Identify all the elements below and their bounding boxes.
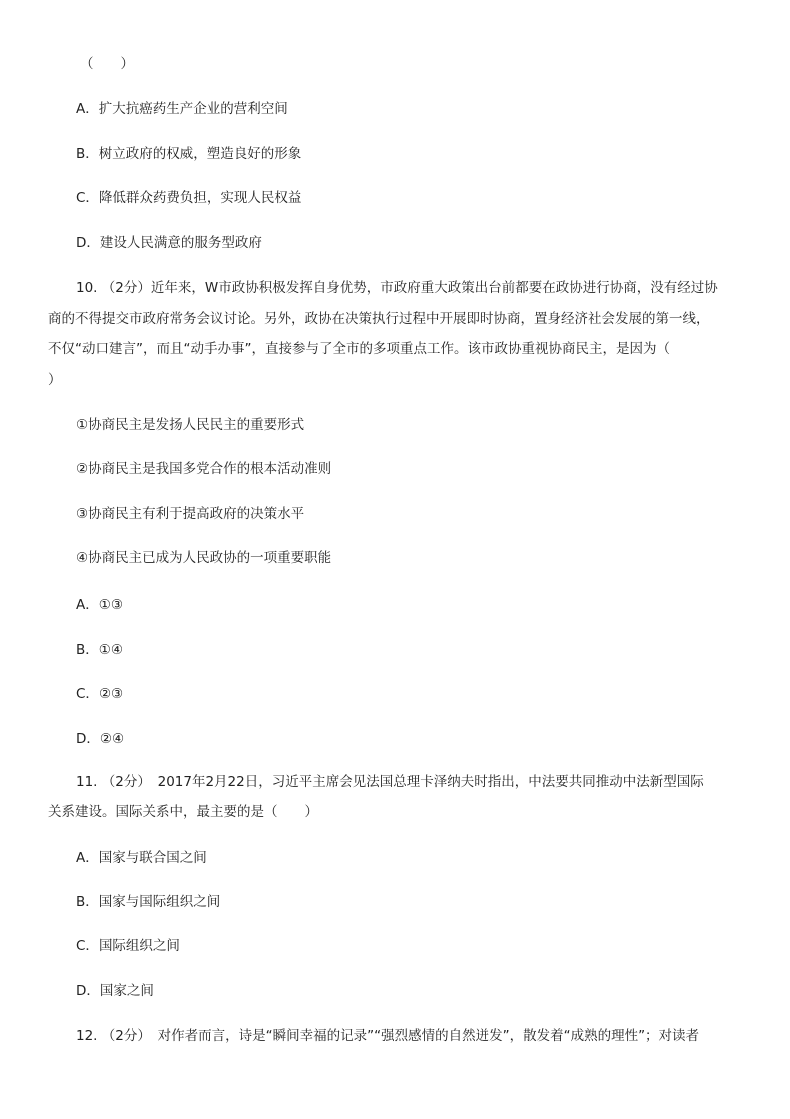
q11-stem-line-2: 关系建设。国际关系中，最主要的是（ ）	[48, 804, 318, 820]
option-text: ②③	[98, 686, 124, 702]
q9-option-b	[76, 146, 301, 162]
option-letter: B．	[76, 642, 99, 658]
option-letter: A．	[76, 850, 99, 866]
option-letter: D．	[76, 235, 100, 251]
q10-stem-line-4: ）	[48, 372, 62, 388]
q10-stem-line-1: 10. （2分）近年来，W市政协积极发挥自身优势，市政府重大政策出台前都要在政协进行协商，没有经过协	[76, 280, 718, 296]
q10-option-c	[76, 686, 123, 702]
option-text: 扩大抗癌药生产企业的营利空间	[98, 101, 288, 117]
q10-option-a	[76, 597, 123, 613]
option-letter: B．	[76, 146, 99, 162]
q9-option-c	[76, 190, 301, 206]
q10-stem-line-3: 不仅“动口建言”，而且“动手办事”，直接参与了全市的多项重点工作。该市政协重视协商民主，是因为（	[48, 341, 670, 357]
q10-statement-2: ②协商民主是我国多党合作的根本活动准则	[76, 461, 332, 477]
q10-option-d	[76, 731, 124, 747]
option-text: ②④	[99, 731, 125, 747]
option-letter: A．	[76, 101, 99, 117]
option-text: 国家与国际组织之间	[98, 894, 221, 910]
q11-option-d	[76, 983, 154, 999]
q11-option-c	[76, 938, 180, 954]
option-text: 国际组织之间	[98, 938, 180, 954]
q9-stem-tail: （ ）	[80, 56, 134, 72]
option-letter: D．	[76, 983, 100, 999]
q11-option-a	[76, 850, 207, 866]
option-letter: A．	[76, 597, 99, 613]
q10-option-b	[76, 642, 123, 658]
option-letter: C．	[76, 190, 99, 206]
option-text: 建设人民满意的服务型政府	[99, 235, 262, 251]
q12-stem-line-1: 12. （2分） 对作者而言，诗是“瞬间幸福的记录”“强烈感情的自然迸发”，散发着“成熟的理性”；对读者	[76, 1028, 700, 1044]
option-text: 树立政府的权威，塑造良好的形象	[98, 146, 302, 162]
option-text: 降低群众药费负担，实现人民权益	[98, 190, 302, 206]
q10-statement-1: ①协商民主是发扬人民民主的重要形式	[76, 417, 305, 433]
q10-statement-3: ③协商民主有利于提高政府的决策水平	[76, 506, 305, 522]
option-letter: D．	[76, 731, 100, 747]
option-text: 国家之间	[99, 983, 154, 999]
option-letter: B．	[76, 894, 99, 910]
q11-stem-line-1: 11. （2分） 2017年2月22日，习近平主席会见法国总理卡泽纳夫时指出，中法要共同推动中法新型国际	[76, 774, 704, 790]
option-text: 国家与联合国之间	[98, 850, 207, 866]
q9-option-d	[76, 235, 262, 251]
option-text: ①③	[98, 597, 123, 613]
q9-option-a	[76, 101, 288, 117]
option-letter: C．	[76, 686, 99, 702]
q10-statement-4: ④协商民主已成为人民政协的一项重要职能	[76, 550, 332, 566]
option-letter: C．	[76, 938, 99, 954]
q11-option-b	[76, 894, 220, 910]
q10-stem-line-2: 商的不得提交市政府常务会议讨论。另外，政协在决策执行过程中开展即时协商，置身经济社会发展的第一线，	[48, 311, 710, 327]
option-text: ①④	[98, 642, 123, 658]
